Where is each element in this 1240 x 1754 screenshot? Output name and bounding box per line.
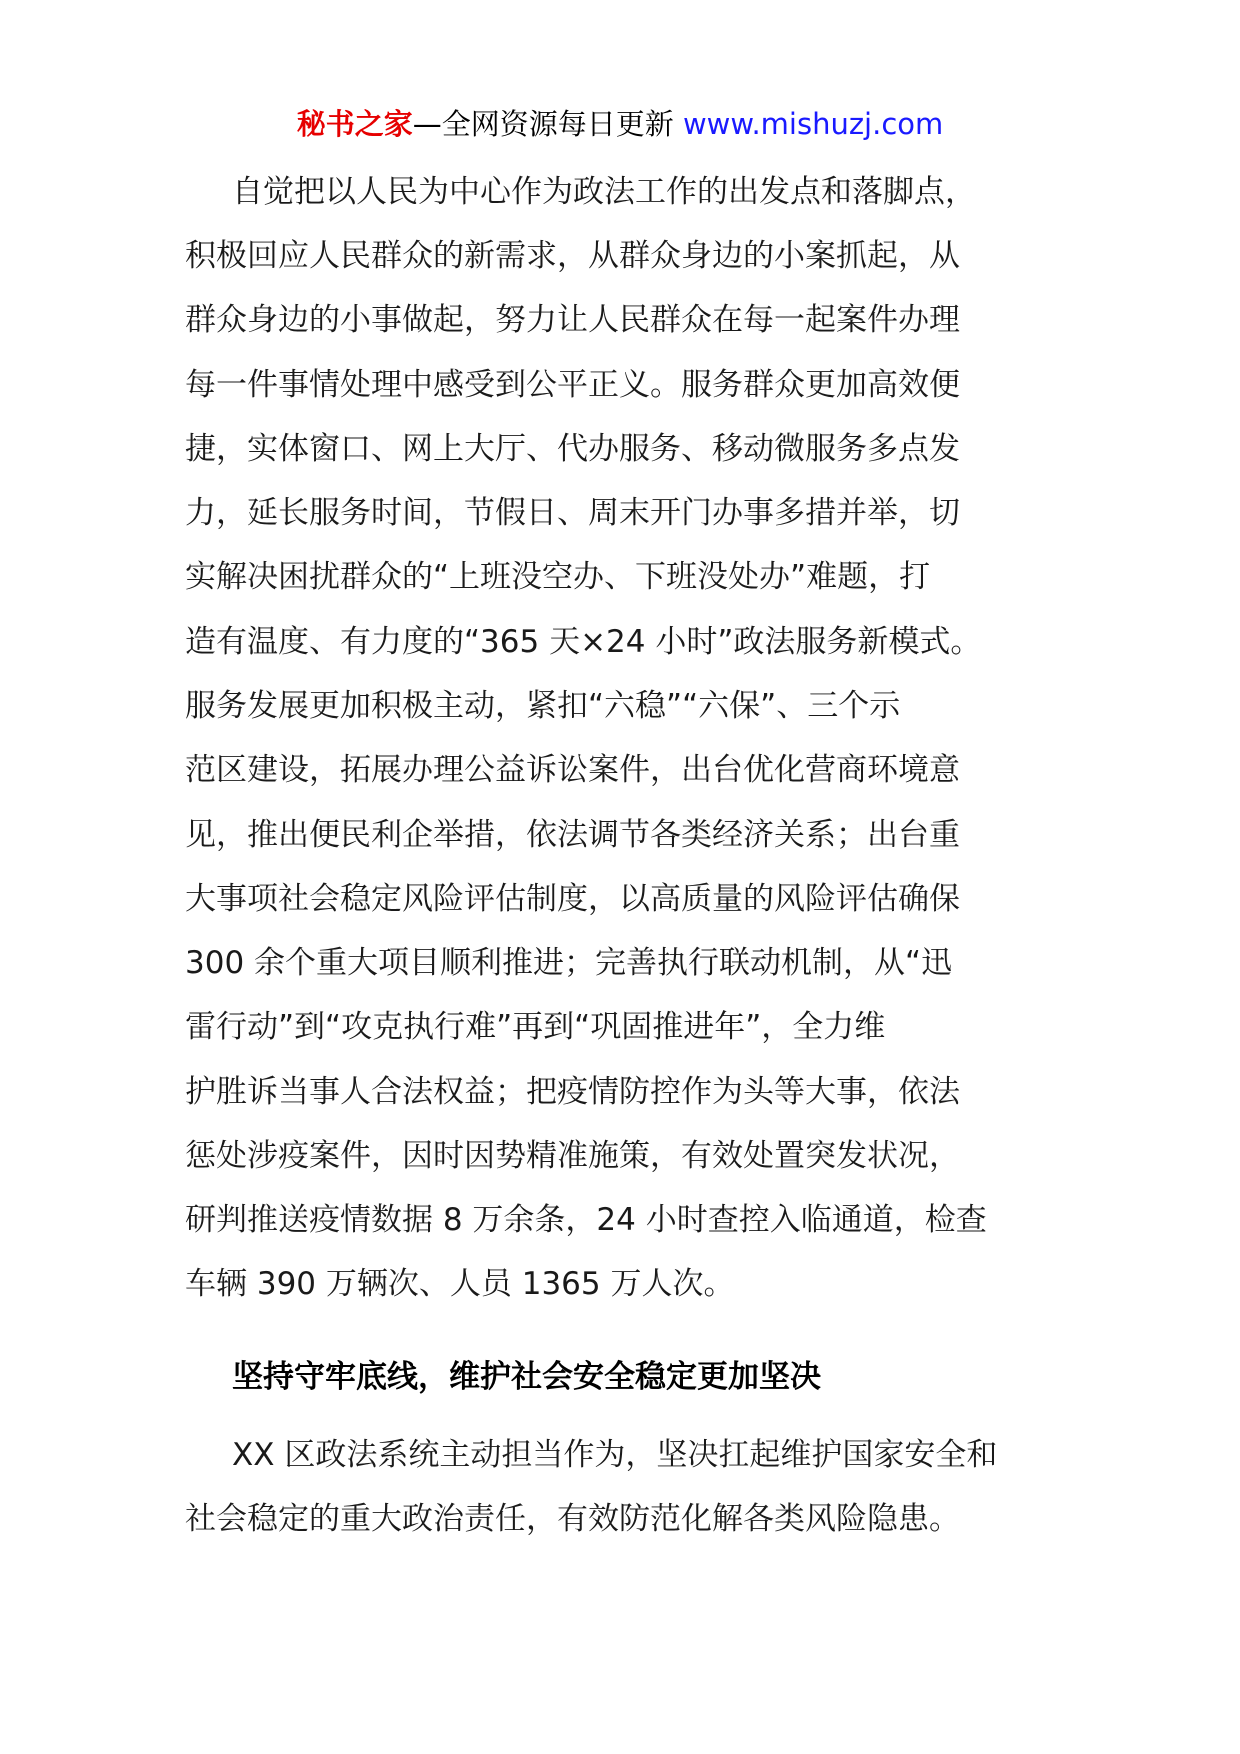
paragraph-line: 服务发展更加积极主动，紧扣“六稳”“六保”、三个示 [185, 688, 901, 724]
paragraph-line: 范区建设，拓展办理公益诉讼案件，出台优化营商环境意 [185, 752, 960, 788]
paragraph-line: 大事项社会稳定风险评估制度，以高质量的风险评估确保 [185, 881, 960, 917]
paragraph-line: 自觉把以人民为中心作为政法工作的出发点和落脚点， [232, 174, 976, 210]
paragraph-line: 护胜诉当事人合法权益；把疫情防控作为头等大事，依法 [185, 1074, 960, 1110]
site-url-link[interactable]: www.mishuzj.com [682, 107, 944, 141]
paragraph-line: 群众身边的小事做起，努力让人民群众在每一起案件办理 [185, 302, 960, 338]
paragraph-line: 见，推出便民利企举措，依法调节各类经济关系；出台重 [185, 817, 960, 853]
paragraph-line: 车辆 390 万辆次、人员 1365 万人次。 [185, 1266, 735, 1302]
page-header [0, 104, 1240, 144]
brand-name: 秘书之家 [296, 107, 413, 141]
paragraph-line: 研判推送疫情数据 8 万余条，24 小时查控入临通道，检查 [185, 1202, 987, 1238]
paragraph-line: 力，延长服务时间，节假日、周末开门办事多措并举，切 [185, 495, 960, 531]
header-tagline: —全网资源每日更新 [412, 107, 683, 141]
paragraph-line: 300 余个重大项目顺利推进；完善执行联动机制，从“迅 [185, 945, 953, 981]
paragraph-line: 实解决困扰群众的“上班没空办、下班没处办”难题，打 [185, 559, 931, 595]
paragraph-line: 惩处涉疫案件，因时因势精准施策，有效处置突发状况， [185, 1138, 960, 1174]
paragraph-line: 捷，实体窗口、网上大厅、代办服务、移动微服务多点发 [185, 431, 960, 467]
paragraph-line: 雷行动”到“攻克执行难”再到“巩固推进年”，全力维 [185, 1009, 886, 1045]
section-heading: 坚持守牢底线，维护社会安全稳定更加坚决 [232, 1359, 821, 1395]
paragraph-line: 社会稳定的重大政治责任，有效防范化解各类风险隐患。 [185, 1501, 960, 1537]
paragraph-line: 积极回应人民群众的新需求，从群众身边的小案抓起，从 [185, 238, 960, 274]
paragraph-line: XX 区政法系统主动担当作为，坚决扛起维护国家安全和 [232, 1437, 998, 1473]
paragraph-line: 造有温度、有力度的“365 天×24 小时”政法服务新模式。 [185, 624, 982, 660]
paragraph-line: 每一件事情处理中感受到公平正义。服务群众更加高效便 [185, 367, 960, 403]
